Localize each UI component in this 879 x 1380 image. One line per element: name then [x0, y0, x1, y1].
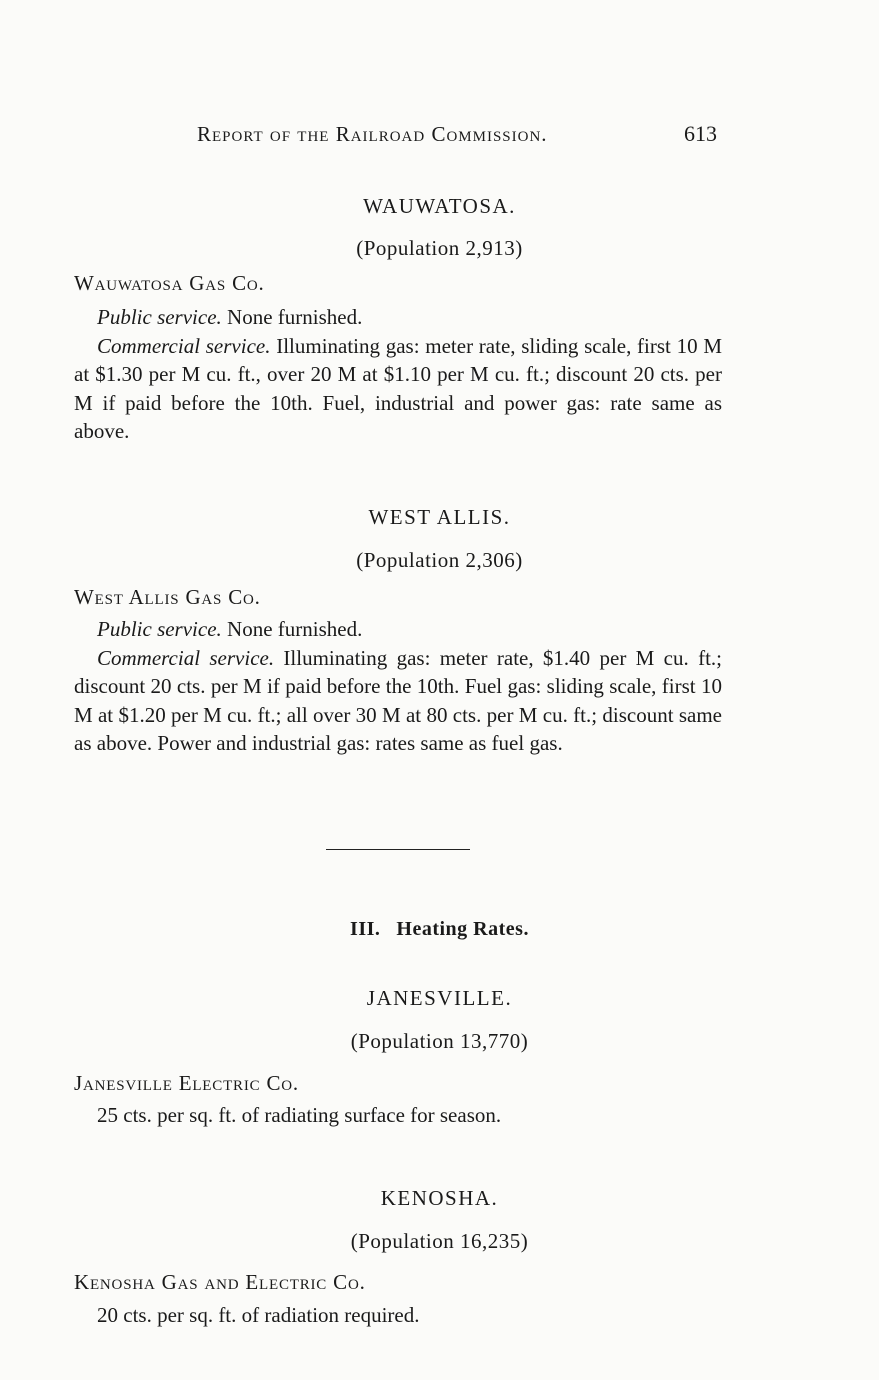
population-line: (Population 2,306): [356, 548, 523, 572]
company-name: Wauwatosa Gas Co.: [74, 271, 265, 295]
public-service-label: Public service.: [97, 617, 222, 641]
page-number: 613: [684, 121, 717, 146]
town-heading: WEST ALLIS.: [368, 505, 511, 529]
commercial-service-text: Illuminating gas: meter rate, $1.40 per M cu. ft.; discount 20 cts. per M if paid before the 10th. Fuel gas: sliding scale, first 10 M at $1.20 per M cu. ft.; all over 30 M at 80 cts. per M cu. ft.; discount same as above. Power and industrial gas: rates same as fuel gas.: [74, 645, 722, 756]
section-number: III.: [350, 918, 381, 940]
section-title: Heating Rates.: [396, 918, 529, 940]
entry-text-block: [74, 615, 722, 758]
section-divider: [326, 849, 470, 850]
section-heading: [0, 918, 879, 941]
entry-text-block: [74, 303, 722, 446]
heating-rate-text: 25 cts. per sq. ft. of radiating surface for season.: [97, 1103, 502, 1127]
commercial-service-paragraph: [74, 644, 722, 758]
town-heading: JANESVILLE.: [366, 986, 513, 1010]
commercial-service-paragraph: [74, 332, 722, 446]
heating-rate-text: 20 cts. per sq. ft. of radiation required.: [97, 1303, 420, 1327]
running-title: Report of the Railroad Commission.: [197, 122, 548, 146]
commercial-service-text: Illuminating gas: meter rate, sliding scale, first 10 M at $1.30 per M cu. ft., over 20 M at $1.10 per M cu. ft.; discount 20 cts. per M if paid before the 10th. Fuel, industrial and power gas: rate same as above.: [74, 333, 722, 444]
public-service-text: None furnished.: [221, 305, 363, 329]
company-name: Kenosha Gas and Electric Co.: [74, 1270, 366, 1294]
town-heading: KENOSHA.: [380, 1186, 499, 1210]
public-service-text: None furnished.: [221, 617, 363, 641]
public-service-paragraph: [74, 615, 722, 644]
public-service-paragraph: [74, 303, 722, 332]
company-name: Janesville Electric Co.: [74, 1071, 299, 1095]
population-line: (Population 16,235): [350, 1229, 529, 1253]
population-line: (Population 13,770): [350, 1029, 529, 1053]
town-heading: WAUWATOSA.: [363, 194, 516, 218]
public-service-label: Public service.: [97, 305, 222, 329]
company-name: West Allis Gas Co.: [74, 585, 261, 609]
population-line: (Population 2,913): [356, 236, 523, 260]
commercial-service-label: Commercial service.: [97, 333, 271, 358]
commercial-service-label: Commercial service.: [97, 645, 275, 670]
